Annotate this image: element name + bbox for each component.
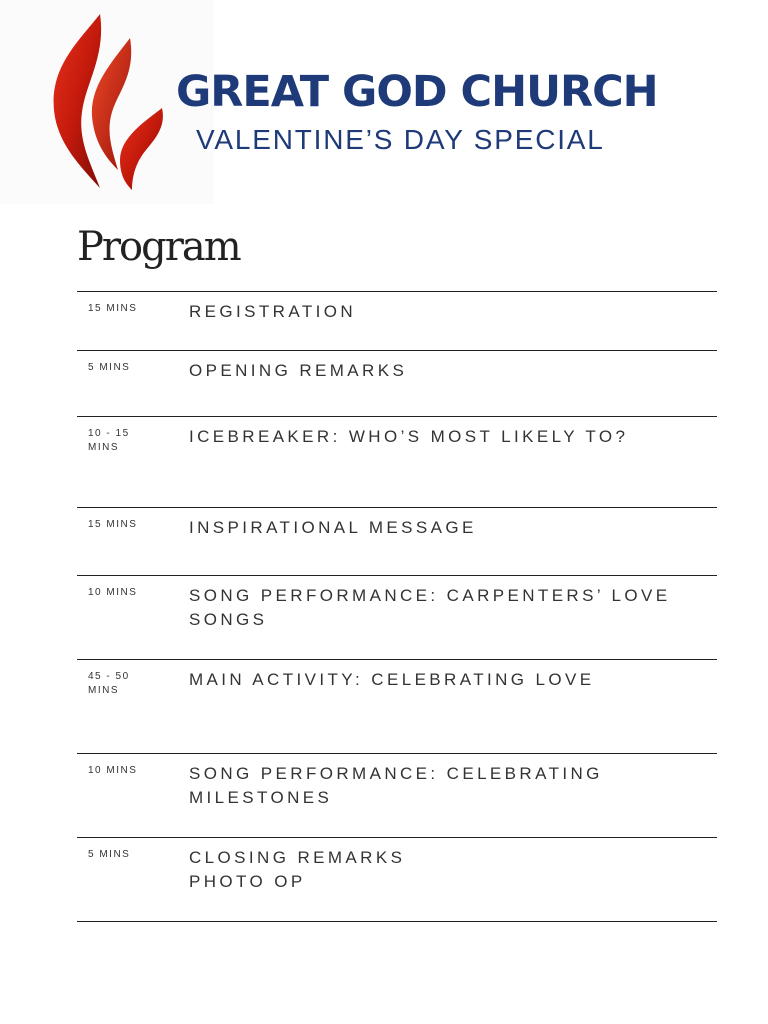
schedule-row <box>77 838 717 922</box>
duration-label: 10 MINS <box>88 587 138 598</box>
schedule-row <box>77 508 717 576</box>
schedule-row <box>77 576 717 660</box>
duration-label: 45 - 50 MINS <box>88 671 130 696</box>
church-name: GREAT GOD CHURCH <box>176 67 658 117</box>
activity-label: ICEBREAKER: WHO’S MOST LIKELY TO? <box>189 427 629 446</box>
duration-label: 15 MINS <box>88 519 138 530</box>
schedule-row <box>77 754 717 838</box>
program-schedule <box>77 291 717 922</box>
activity-label: REGISTRATION <box>189 302 357 321</box>
activity-label: SONG PERFORMANCE: CELEBRATING MILESTONES <box>189 764 603 807</box>
activity-label: SONG PERFORMANCE: CARPENTERS’ LOVE SONGS <box>189 586 671 629</box>
duration-label: 10 - 15 MINS <box>88 428 130 453</box>
program-heading: Program <box>77 224 240 270</box>
activity-label: CLOSING REMARKS PHOTO OP <box>189 848 406 891</box>
duration-label: 10 MINS <box>88 765 138 776</box>
schedule-row <box>77 417 717 508</box>
activity-label: MAIN ACTIVITY: CELEBRATING LOVE <box>189 670 595 689</box>
flame-icon <box>48 12 170 194</box>
activity-label: INSPIRATIONAL MESSAGE <box>189 518 477 537</box>
activity-label: OPENING REMARKS <box>189 361 408 380</box>
duration-label: 15 MINS <box>88 303 138 314</box>
schedule-row <box>77 660 717 754</box>
duration-label: 5 MINS <box>88 849 131 860</box>
duration-label: 5 MINS <box>88 362 131 373</box>
event-subtitle: VALENTINE’S DAY SPECIAL <box>196 124 605 155</box>
schedule-row <box>77 351 717 417</box>
schedule-row <box>77 292 717 351</box>
